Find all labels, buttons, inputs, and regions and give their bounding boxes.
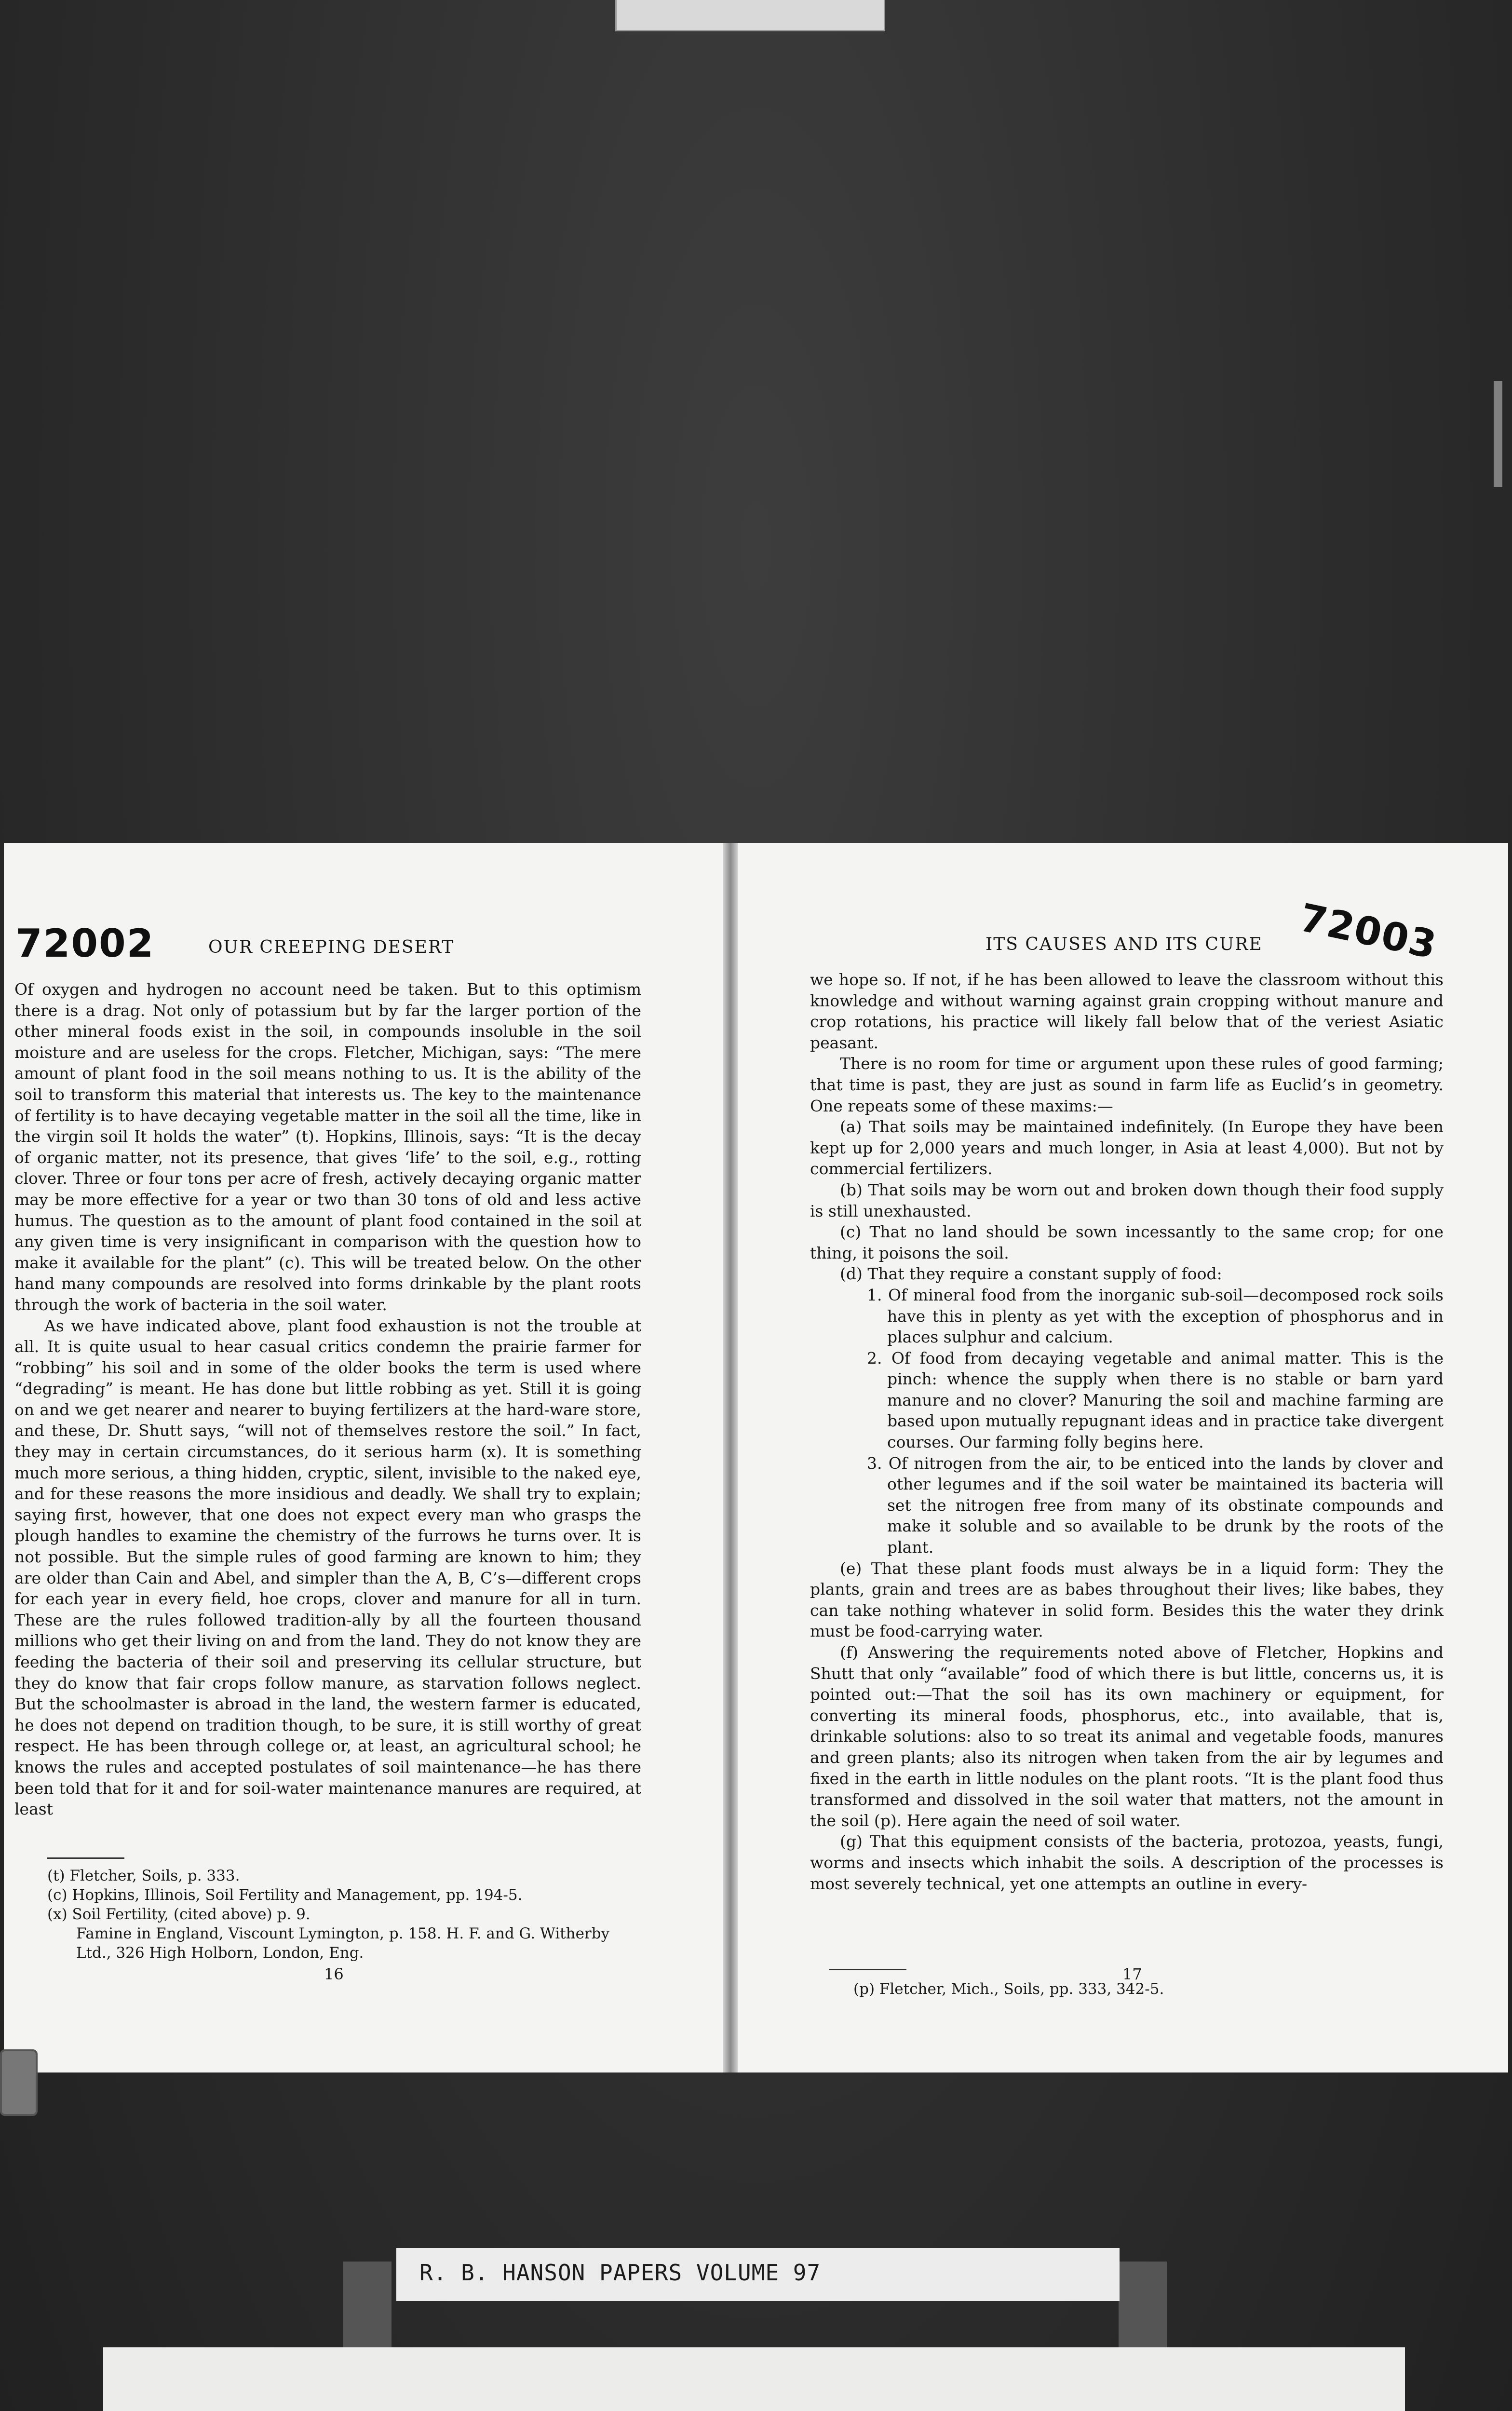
label-tab	[343, 2262, 392, 2348]
right-paragraph: (a) That soils may be maintained indefinitely. (In Europe they have been kept up for 2,000 years and much longer, in Asia at least 4,000). But not by commercial fertilizers.	[810, 1117, 1444, 1178]
right-footnotes	[853, 1979, 1432, 1999]
right-paragraph: (g) That this equipment consists of the bacteria, protozoa, yeasts, fungi, worms and insects which inhabit the soils. A description of the processes is most severely technical, yet one attempts an outline in every-	[810, 1832, 1444, 1893]
left-paragraph: As we have indicated above, plant food exhaustion is not the trouble at all. It is quite usual to hear casual critics condemn the prairie farmer for “robbing” his soil and in some of the older books the term is used where “degrading” is meant. He has done but little robbing as yet. Still it is going on and we get nearer and nearer to buying fertilizers at the hard-ware store, and these, Dr. Shutt says, “will not of themselves restore the soil.” In fact, they may in certain circumstances, do it serious harm (x). It is something much more serious, a thing hidden, cryptic, silent, invisible to the naked eye, and for these reasons the more insidious and deadly. We shall try to explain; saying first, however, that one does not expect every man who grasps the plough handles to examine the chemistry of the furrows he turns over. It is not possible. But the simple rules of good farming are known to him; they are older than Cain and Abel, and simpler than the A, B, C’s—different crops for each year in every field, hoe crops, clover and manure for all in turn. These are the rules followed tradition-ally by all the fourteen thousand millions who get their living on and from the land. They do not know they are feeding the bacteria of their soil and preserving its cellular structure, but they do know that fair crops follow manure, as starvation follows neglect. But the schoolmaster is abroad in the land, the western farmer is educated, he does not depend on tradition though, to be sure, it is still worthy of great respect. He has been through college or, at least, an agricultural school; he knows the rules and accepted postulates of soil maintenance—he has there been told that for it and for soil-water maintenance manures are required, at least	[14, 1316, 641, 1819]
book-gutter	[723, 843, 738, 2072]
footnote: (t) Fletcher, Soils, p. 333.	[47, 1867, 240, 1884]
right-paragraph: (d) That they require a constant supply of food:	[840, 1264, 1222, 1284]
top-paper-tab	[615, 0, 885, 31]
right-paragraph: (e) That these plant foods must always be in a liquid form: They the plants, grain and trees are as babes throughout their lives; like babes, they can take nothing whatever in solid form. Besides this the water they drink must be food-carrying water.	[810, 1558, 1444, 1641]
right-body-text	[810, 969, 1444, 1894]
binder-clip	[0, 2049, 38, 2116]
right-paragraph: (c) That no land should be sown incessantly to the same crop; for one thing, it poisons the soil.	[810, 1222, 1444, 1262]
numbered-item: 3. Of nitrogen from the air, to be enticed into the lands by clover and other legumes and if the soil water be maintained its bacteria will set the nitrogen free from many of its obstinate compounds and make it soluble and so available to be drunk by the roots of the plant.	[867, 1453, 1444, 1557]
label-tab	[1119, 2262, 1167, 2348]
right-paragraph: (b) That soils may be worn out and broken down though their food supply is still unexhausted.	[810, 1180, 1444, 1220]
footnote: (c) Hopkins, Illinois, Soil Fertility and Management, pp. 194-5.	[47, 1886, 523, 1904]
footnote-rule	[47, 1857, 124, 1859]
right-page-stamp: 72003	[1296, 895, 1441, 968]
numbered-item: 2. Of food from decaying vegetable and animal matter. This is the pinch: whence the supply when there is no stable or barn yard manure and no clover? Manuring the soil and machine farming are based upon mutually repugnant ideas and in practice take divergent courses. Our farming folly begins here.	[867, 1348, 1444, 1452]
right-paragraph: we hope so. If not, if he has been allowed to leave the classroom without this knowledge and without warning against grain cropping without manure and crop rotations, his practice will likely fall below that of the veriest Asiatic peasant.	[810, 970, 1444, 1052]
left-body-text	[14, 979, 641, 1820]
right-paragraph: (f) Answering the requirements noted above of Fletcher, Hopkins and Shutt that only “available” food of which there is but little, concerns us, it is pointed out:—That the soil has its own machinery or equipment, for converting its mineral foods, phosphorus, etc., into available, that is, drinkable solutions: also to so treat its animal and vegetable foods, manures and green plants; also its nitrogen when taken from the air by legumes and fixed in the earth in little nodules on the plant roots. “It is the plant food thus transformed and dissolved in the soil water that matters, not the amount in the soil (p). Here again the need of soil water.	[810, 1643, 1444, 1830]
archives-card	[103, 2347, 1405, 2411]
left-paragraph: Of oxygen and hydrogen no account need be taken. But to this optimism there is a drag. Not only of potassium but by far the larger portion of the other mineral foods exist in the soil, in compounds insoluble in the soil moisture and are useless for the crops. Fletcher, Michigan, says: “The mere amount of plant food in the soil means nothing to us. It is the ability of the soil to transform this material that interests us. The key to the maintenance of fertility is to have decaying vegetable matter in the soil all the time, like in the virgin soil It holds the water” (t). Hopkins, Illinois, says: “It is the decay of organic matter, not its presence, that gives ‘life’ to the soil, e.g., rotting clover. Three or four tons per acre of fresh, actively decaying organic matter may be more effective for a year or two than 30 tons of old and less active humus. The question as to the amount of plant food contained in the soil at any given time is very insignificant in comparison with the question how to make it available for the plant” (c). This will be treated below. On the other hand many compounds are resolved into forms drinkable by the plant roots through the work of bacteria in the soil water.	[14, 980, 641, 1314]
volume-label: R. B. HANSON PAPERS VOLUME 97	[396, 2248, 1120, 2301]
film-edge-mark	[1494, 381, 1502, 487]
footnote: Famine in England, Viscount Lymington, p. 158. H. F. and G. Witherby Ltd., 326 High Holborn, London, Eng.	[76, 1925, 610, 1962]
footnote-rule	[829, 1969, 906, 1970]
left-page-number: 16	[324, 1965, 344, 1983]
left-running-head: OUR CREEPING DESERT	[208, 937, 455, 957]
left-page-stamp: 72002	[15, 921, 155, 966]
right-running-head: ITS CAUSES AND ITS CURE	[986, 935, 1263, 954]
left-footnotes	[47, 1866, 645, 1963]
footnote: (x) Soil Fertility, (cited above) p. 9.	[47, 1906, 310, 1923]
footnote: (p) Fletcher, Mich., Soils, pp. 333, 342-5.	[853, 1980, 1164, 1998]
numbered-item: 1. Of mineral food from the inorganic sub-soil—decomposed rock soils have this in plenty as yet with the exception of phosphorus and in places sulphur and calcium.	[867, 1285, 1444, 1347]
right-paragraph: There is no room for time or argument upon these rules of good farming; that time is past, they are just as sound in farm life as Euclid’s in geometry. One repeats some of these maxims:—	[810, 1054, 1444, 1115]
right-page-number: 17	[1122, 1965, 1142, 1983]
